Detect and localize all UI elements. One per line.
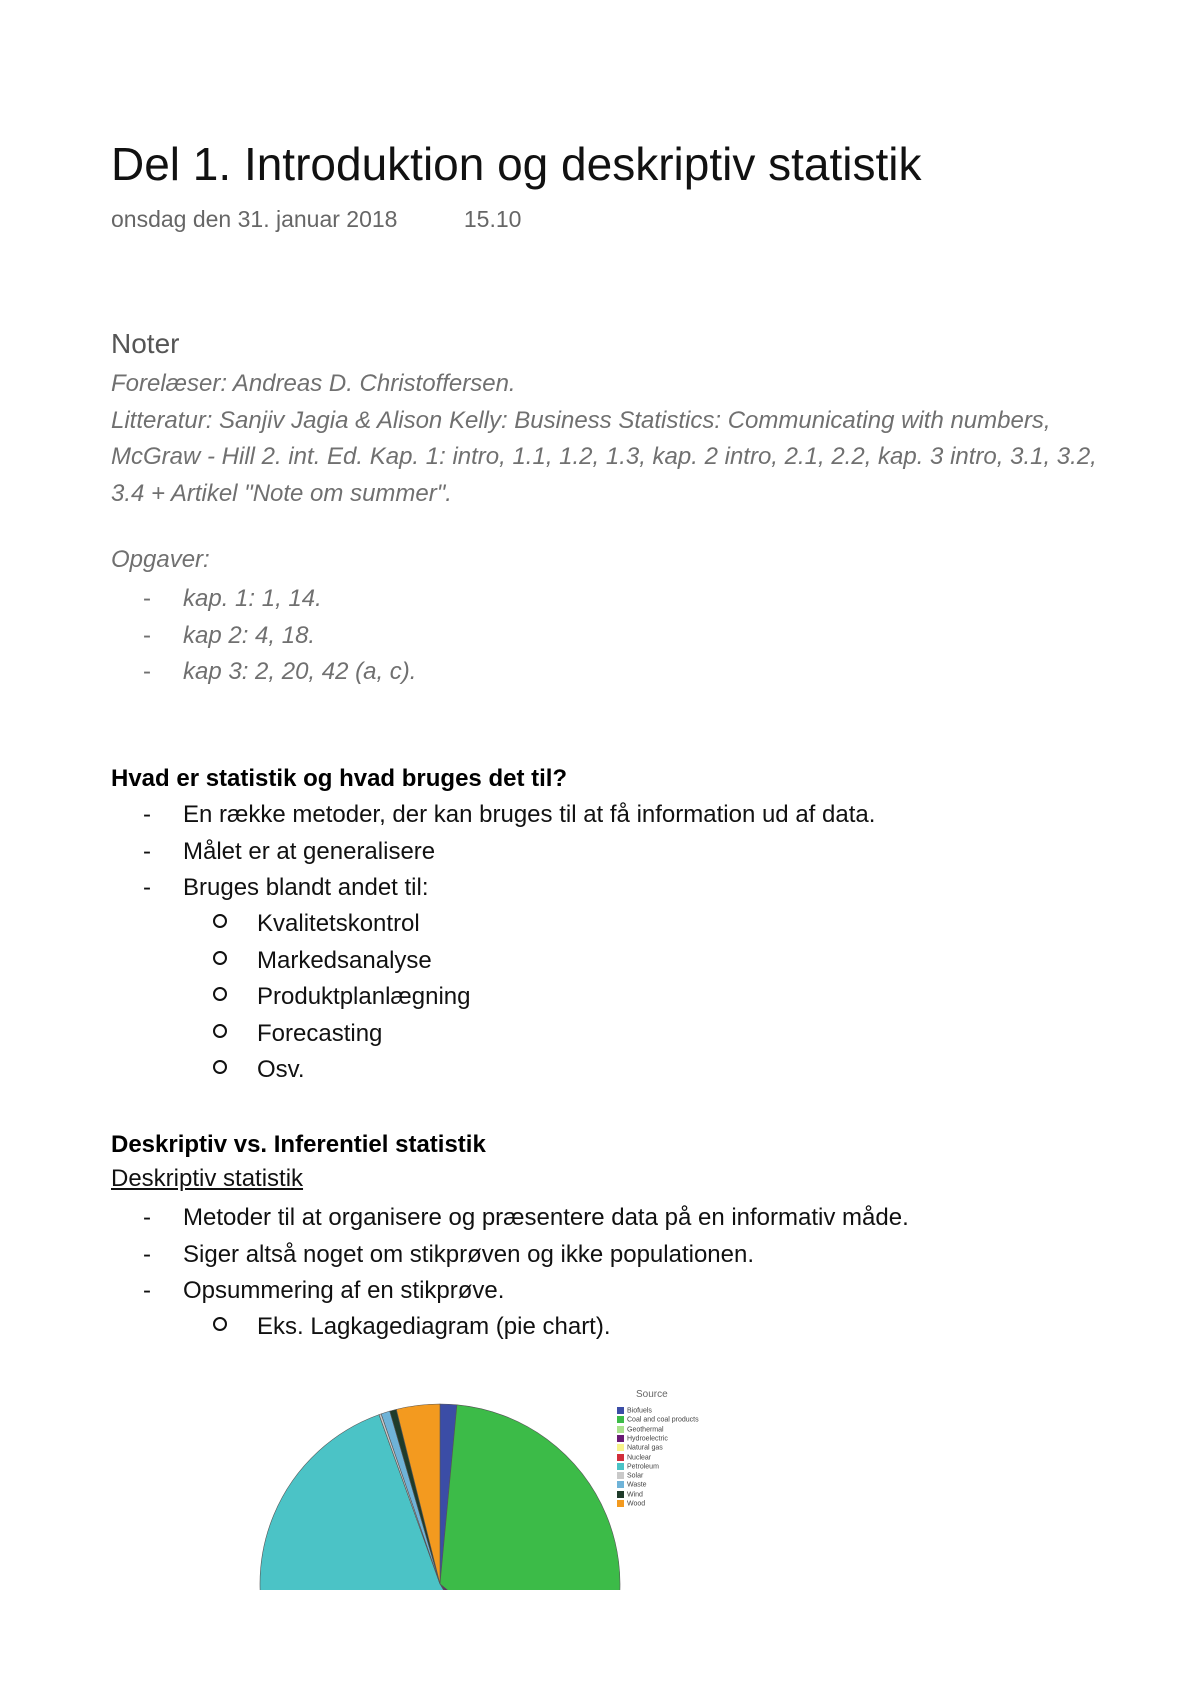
legend-swatch bbox=[617, 1454, 624, 1461]
dash-bullet: - bbox=[143, 1204, 151, 1231]
assignments-list bbox=[143, 581, 417, 691]
legend-title: Source bbox=[636, 1389, 668, 1400]
literature-paragraph: Litteratur: Sanjiv Jagia & Alison Kelly: Business Statistics: Communicating with numbers, McGraw - Hill 2. int. Ed. Kap. 1: intro, 1.1, 1.2, 1.3, kap. 2 intro, 2.1, 2.2, kap. 3 intro, 3.1, 3.2, 3.4 + Artikel "Note om summer". bbox=[111, 406, 1097, 507]
sublist-item: Kvalitetskontrol bbox=[257, 906, 470, 943]
page-time: 15.10 bbox=[463, 206, 522, 232]
legend-label: Nuclear bbox=[627, 1453, 652, 1461]
list-item: - Siger altså noget om stikprøven og ikke populationen. bbox=[183, 1237, 909, 1274]
circle-bullet-icon bbox=[213, 1317, 227, 1331]
legend-swatch bbox=[617, 1472, 624, 1479]
dash-bullet: - bbox=[143, 837, 151, 865]
legend-swatch bbox=[617, 1500, 624, 1507]
legend-item bbox=[617, 1481, 647, 1488]
legend-label: Petroleum bbox=[627, 1463, 659, 1471]
legend-item bbox=[617, 1426, 664, 1433]
legend-label: Solar bbox=[627, 1472, 644, 1480]
example-sublist bbox=[257, 1309, 611, 1346]
sublist-item: Forecasting bbox=[257, 1016, 470, 1053]
pie-slice-coal-and-coal-products bbox=[440, 1405, 620, 1590]
legend-label: Biofuels bbox=[627, 1407, 652, 1415]
legend-item bbox=[617, 1463, 659, 1470]
legend-item bbox=[617, 1472, 643, 1479]
legend-swatch bbox=[617, 1426, 624, 1433]
circle-bullet-icon bbox=[213, 1024, 227, 1038]
dash-bullet: - bbox=[143, 874, 151, 901]
sublist-item: Osv. bbox=[257, 1052, 470, 1089]
section-heading-statistics: Hvad er statistik og hvad bruges det til? bbox=[111, 765, 568, 792]
legend-swatch bbox=[617, 1444, 624, 1451]
legend-item bbox=[617, 1435, 668, 1442]
dash-bullet: - bbox=[143, 801, 151, 828]
list-item: - kap 3: 2, 20, 42 (a, c). bbox=[183, 654, 416, 691]
notes-block bbox=[111, 366, 1111, 512]
legend-label: Hydroelectric bbox=[627, 1435, 668, 1443]
section-heading-descriptive-vs-inferential: Deskriptiv vs. Inferentiel statistik bbox=[111, 1131, 486, 1158]
legend-label: Wood bbox=[627, 1500, 646, 1508]
dash-bullet: - bbox=[143, 585, 151, 612]
legend-label: Wind bbox=[627, 1491, 643, 1499]
list-item: - Metoder til at organisere og præsentere data på en informativ måde. bbox=[183, 1200, 909, 1237]
descriptive-list bbox=[143, 1200, 909, 1310]
circle-bullet-icon bbox=[213, 914, 227, 928]
assignments-label: Opgaver: bbox=[111, 546, 210, 573]
list-item: - Målet er at generalisere bbox=[183, 834, 875, 871]
legend-swatch bbox=[617, 1435, 624, 1442]
legend-swatch bbox=[617, 1463, 624, 1470]
list-item: - kap. 1: 1, 14. bbox=[183, 581, 416, 618]
circle-bullet-icon bbox=[213, 951, 227, 965]
legend-item bbox=[617, 1491, 643, 1498]
legend-swatch bbox=[617, 1416, 624, 1423]
legend-label: Coal and coal products bbox=[627, 1416, 699, 1424]
legend-label: Waste bbox=[627, 1481, 647, 1489]
dash-bullet: - bbox=[143, 621, 151, 649]
page-date: onsdag den 31. januar 2018 bbox=[111, 206, 398, 232]
statistics-list bbox=[143, 797, 876, 907]
date-time-line bbox=[111, 206, 521, 233]
dash-bullet: - bbox=[143, 658, 151, 685]
legend-item bbox=[617, 1407, 652, 1414]
legend-item bbox=[617, 1444, 663, 1451]
legend-swatch bbox=[617, 1481, 624, 1488]
legend-label: Natural gas bbox=[627, 1444, 663, 1452]
sublist-item: Markedsanalyse bbox=[257, 943, 470, 980]
uses-sublist bbox=[257, 906, 470, 1089]
legend-label: Geothermal bbox=[627, 1425, 664, 1433]
notes-heading: Noter bbox=[111, 328, 180, 359]
legend-swatch bbox=[617, 1407, 624, 1414]
list-item: - Opsummering af en stikprøve. bbox=[183, 1273, 909, 1310]
sublist-item: Produktplanlægning bbox=[257, 979, 470, 1016]
pie-chart bbox=[240, 1384, 760, 1590]
legend-item bbox=[617, 1454, 651, 1461]
legend-swatch bbox=[617, 1491, 624, 1498]
dash-bullet: - bbox=[143, 1277, 151, 1304]
legend-item bbox=[617, 1500, 645, 1507]
page-title: Del 1. Introduktion og deskriptiv statistik bbox=[111, 138, 922, 190]
dash-bullet: - bbox=[143, 1240, 151, 1268]
list-item: - Bruges blandt andet til: bbox=[183, 870, 875, 907]
sublist-item: Eks. Lagkagediagram (pie chart). bbox=[257, 1309, 611, 1346]
subheading-descriptive: Deskriptiv statistik bbox=[111, 1165, 304, 1192]
list-item: - kap 2: 4, 18. bbox=[183, 618, 416, 655]
circle-bullet-icon bbox=[213, 1060, 227, 1074]
lecturer-line: Forelæser: Andreas D. Christoffersen. bbox=[111, 370, 516, 397]
list-item: - En række metoder, der kan bruges til at få information ud af data. bbox=[183, 797, 875, 834]
legend-item bbox=[617, 1416, 699, 1423]
circle-bullet-icon bbox=[213, 987, 227, 1001]
